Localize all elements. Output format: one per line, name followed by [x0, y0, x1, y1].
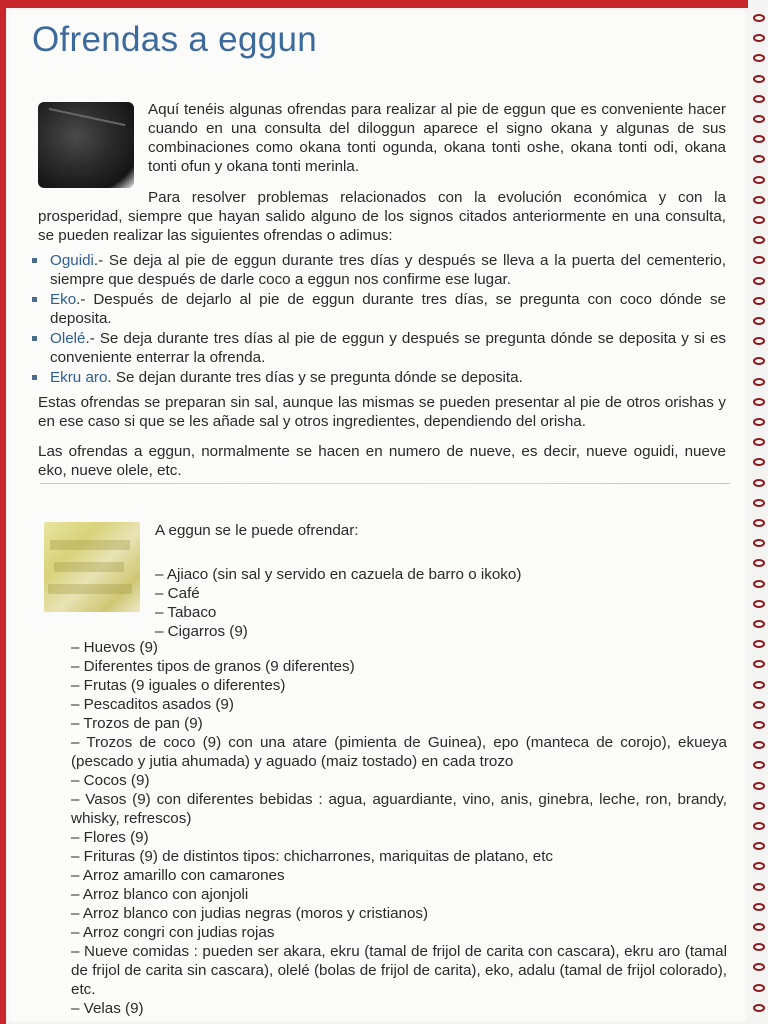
- bullet-square-icon: [32, 297, 37, 302]
- offering-bullet-list: [32, 251, 726, 388]
- intro-paragraph-2-text: Para resolver problemas relacionados con la evolución económica y con la prosperidad, siempre que hayan salido alguno de los signos citados anteriormente en una consulta, se pueden realizar las siguientes ofrendas o adimus:: [38, 189, 726, 244]
- bullet-term: Eko: [50, 291, 77, 308]
- offer-item: – Arroz amarillo con camarones: [71, 867, 285, 884]
- bullet-item: [32, 290, 726, 328]
- offer-list: [71, 638, 727, 1018]
- binding-ring: [753, 559, 765, 567]
- binding-ring: [753, 782, 765, 790]
- binding-ring: [753, 418, 765, 426]
- binding-ring: [753, 600, 765, 608]
- binding-ring: [753, 681, 765, 689]
- offer-item: – Trozos de coco (9) con una atare (pimienta de Guinea), epo (manteca de corojo), ekueya (pescado y jutia ahumada) y aguado (maiz tostado) en cada trozo: [71, 734, 727, 770]
- bullet-item: [32, 251, 726, 289]
- binding-ring: [753, 923, 765, 931]
- binding-ring: [753, 822, 765, 830]
- offer-list-top: [155, 565, 727, 641]
- binding-ring: [753, 761, 765, 769]
- binding-ring: [753, 398, 765, 406]
- offer-item: – Cigarros (9): [155, 623, 248, 640]
- offer-item: – Velas (9): [71, 1000, 144, 1017]
- binding-ring: [753, 963, 765, 971]
- bullet-term: Ekru aro: [50, 369, 108, 386]
- bullet-text: .- Se deja al pie de eggun durante tres días y después se lleva a la puerta del cementerio, siempre que después de darle coco a eggun nos confirme ese lugar.: [50, 252, 726, 288]
- closing-paragraph-1: Estas ofrendas se preparan sin sal, aunque las mismas se pueden presentar al pie de otros orishas y en ese caso si que se les añade sal y otros ingredientes, dependiendo del orisha.: [38, 394, 726, 430]
- page-title: Ofrendas a eggun: [32, 20, 318, 59]
- binding-ring: [753, 539, 765, 547]
- binding-ring: [753, 580, 765, 588]
- intro-paragraph-2: [38, 188, 726, 245]
- binding-ring: [753, 14, 765, 22]
- offer-item: – Tabaco: [155, 604, 217, 621]
- closing-paragraph-2: Las ofrendas a eggun, normalmente se hacen en numero de nueve, es decir, nueve oguidi, nueve eko, nueve olele, etc.: [38, 443, 726, 479]
- binding-ring: [753, 236, 765, 244]
- bullet-square-icon: [32, 258, 37, 263]
- binding-ring: [753, 802, 765, 810]
- binding-ring: [753, 54, 765, 62]
- offer-item: – Arroz blanco con judias negras (moros y cristianos): [71, 905, 429, 922]
- bullet-square-icon: [32, 336, 37, 341]
- binding-ring: [753, 862, 765, 870]
- binding-ring: [753, 135, 765, 143]
- binding-ring: [753, 378, 765, 386]
- offer-heading: A eggun se le puede ofrendar:: [155, 522, 359, 539]
- offer-item: – Frituras (9) de distintos tipos: chicharrones, mariquitas de platano, etc: [71, 848, 554, 865]
- offer-item: – Arroz congri con judias rojas: [71, 924, 275, 941]
- offer-item: – Ajiaco (sin sal y servido en cazuela de barro o ikoko): [155, 566, 522, 583]
- binding-ring: [753, 75, 765, 83]
- binding-ring: [753, 943, 765, 951]
- bullet-text: .- Se deja durante tres días al pie de eggun y después se pregunta dónde se deposita y si es conveniente enterrar la ofrenda.: [50, 330, 726, 366]
- binding-ring: [753, 176, 765, 184]
- bullet-item: [32, 329, 726, 367]
- offer-item: – Cocos (9): [71, 772, 150, 789]
- intro-paragraph-1: Aquí tenéis algunas ofrendas para realizar al pie de eggun que es conveniente hacer cuando en una consulta del diloggun aparece el signo okana y algunas de sus combinaciones como okana tonti ogunda, okana tonti oshe, okana tonti odi, okana tonti ofun y okana tonti merinla.: [148, 101, 726, 175]
- binding-ring: [753, 277, 765, 285]
- binding-ring: [753, 519, 765, 527]
- binding-ring: [753, 34, 765, 42]
- binding-ring: [753, 95, 765, 103]
- bullet-text: . Se dejan durante tres días y se pregunta dónde se deposita.: [107, 369, 523, 386]
- spiral-binding: [748, 0, 768, 1024]
- food-offering-photo: [44, 522, 140, 612]
- binding-ring: [753, 438, 765, 446]
- binding-ring: [753, 741, 765, 749]
- binding-ring: [753, 620, 765, 628]
- offer-item: – Arroz blanco con ajonjoli: [71, 886, 249, 903]
- offer-item: – Trozos de pan (9): [71, 715, 203, 732]
- binding-ring: [753, 297, 765, 305]
- offer-item: – Café: [155, 585, 200, 602]
- binding-ring: [753, 701, 765, 709]
- binding-ring: [753, 256, 765, 264]
- binding-ring: [753, 357, 765, 365]
- binding-ring: [753, 479, 765, 487]
- bullet-text: .- Después de dejarlo al pie de eggun durante tres días, se pregunta con coco dónde se deposita.: [50, 291, 726, 327]
- offer-item: – Flores (9): [71, 829, 149, 846]
- binding-ring: [753, 115, 765, 123]
- bullet-square-icon: [32, 375, 37, 380]
- binding-ring: [753, 1004, 765, 1012]
- binding-ring: [753, 458, 765, 466]
- offer-item: – Pescaditos asados (9): [71, 696, 234, 713]
- binding-ring: [753, 216, 765, 224]
- bullet-term: Olelé: [50, 330, 86, 347]
- binding-ring: [753, 903, 765, 911]
- binding-ring: [753, 196, 765, 204]
- offer-item: – Vasos (9) con diferentes bebidas : agua, aguardiante, vino, anis, ginebra, leche, ron, brandy, whisky, refrescos): [71, 791, 727, 827]
- binding-ring: [753, 721, 765, 729]
- offer-item: – Diferentes tipos de granos (9 diferentes): [71, 658, 355, 675]
- binding-ring: [753, 155, 765, 163]
- wrapped-offering-photo: [38, 102, 134, 188]
- binding-ring: [753, 337, 765, 345]
- binding-ring: [753, 640, 765, 648]
- offer-item: – Nueve comidas : pueden ser akara, ekru (tamal de frijol de carita con cascara), ekru aro (tamal de frijol de carita sin cascara), olelé (bolas de frijol de carita), eko, adalu (tamal de frijol colorado), etc.: [71, 943, 727, 998]
- section-divider: [40, 483, 730, 484]
- bullet-item: [32, 368, 726, 387]
- offer-item: – Frutas (9 iguales o diferentes): [71, 677, 286, 694]
- binding-ring: [753, 499, 765, 507]
- binding-ring: [753, 317, 765, 325]
- binding-ring: [753, 883, 765, 891]
- binding-ring: [753, 842, 765, 850]
- binding-ring: [753, 984, 765, 992]
- binding-ring: [753, 660, 765, 668]
- offer-item: – Huevos (9): [71, 639, 158, 656]
- bullet-term: Oguidi: [50, 252, 94, 269]
